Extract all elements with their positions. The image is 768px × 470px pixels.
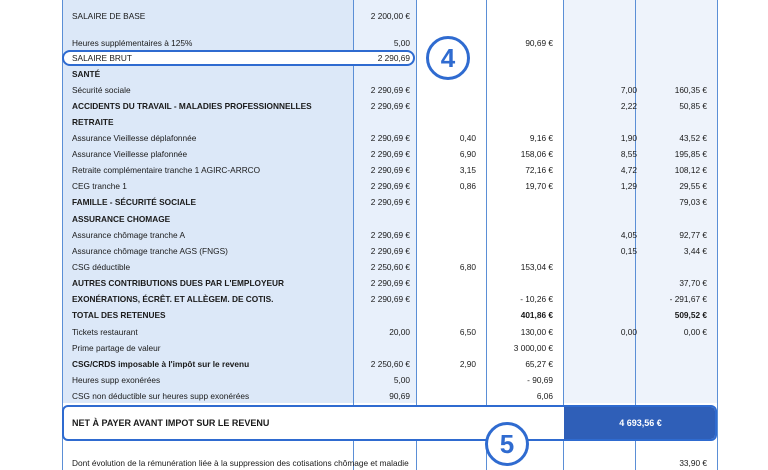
cell-base: 2 290,69 € bbox=[370, 165, 410, 175]
table-row bbox=[62, 130, 716, 146]
table-row bbox=[62, 178, 716, 194]
cell-employer: 160,35 € bbox=[674, 85, 707, 95]
cell-base: 2 200,00 € bbox=[370, 11, 410, 21]
cell-employee: 401,86 € bbox=[520, 310, 553, 320]
cell-emp-rate bbox=[562, 307, 637, 323]
cell-employee: - 10,26 € bbox=[520, 294, 553, 304]
cell-employee: - 90,69 bbox=[527, 375, 553, 385]
cell-employee: 65,27 € bbox=[525, 359, 553, 369]
cell-base: 5,00 bbox=[393, 375, 410, 385]
cell-emp-rate bbox=[562, 291, 637, 307]
table-row bbox=[62, 82, 716, 98]
cell-label: ACCIDENTS DU TRAVAIL - MALADIES PROFESSIONNELLES bbox=[72, 101, 312, 111]
callout-five-icon: 5 bbox=[485, 422, 529, 466]
cell-employee bbox=[486, 82, 553, 98]
cell-emp-rate: 2,22 bbox=[620, 101, 637, 111]
cell-rate bbox=[417, 243, 476, 259]
cell-employer: 37,70 € bbox=[679, 278, 707, 288]
cell-label: FAMILLE - SÉCURITÉ SOCIALE bbox=[72, 197, 196, 207]
cell-employer: - 291,67 € bbox=[669, 294, 707, 304]
cell-employer bbox=[637, 8, 707, 24]
cell-rate bbox=[417, 275, 476, 291]
footer-label: Dont évolution de la rémunération liée à la suppression des cotisations chômage et maladie bbox=[72, 458, 409, 468]
cell-label: ASSURANCE CHOMAGE bbox=[72, 214, 171, 224]
cell-employer bbox=[637, 50, 707, 66]
cell-employer bbox=[637, 340, 707, 356]
table-row bbox=[62, 356, 716, 372]
cell-employer: 50,85 € bbox=[679, 101, 707, 111]
cell-rate: 3,15 bbox=[459, 165, 476, 175]
cell-base bbox=[352, 211, 410, 227]
cell-emp-rate: 1,29 bbox=[620, 181, 637, 191]
cell-emp-rate: 4,05 bbox=[620, 230, 637, 240]
cell-label: Heures supplémentaires à 125% bbox=[72, 38, 193, 48]
cell-emp-rate bbox=[562, 372, 637, 388]
cell-emp-rate bbox=[562, 35, 637, 51]
cell-employer: 509,52 € bbox=[674, 310, 707, 320]
table-row bbox=[62, 146, 716, 162]
cell-emp-rate bbox=[562, 388, 637, 404]
cell-label: RETRAITE bbox=[72, 117, 114, 127]
cell-label: TOTAL DES RETENUES bbox=[72, 310, 166, 320]
cell-employer: 3,44 € bbox=[683, 246, 707, 256]
cell-employer: 43,52 € bbox=[679, 133, 707, 143]
net-pay-label: NET À PAYER AVANT IMPOT SUR LE REVENU bbox=[72, 418, 270, 428]
cell-base: 2 250,60 € bbox=[370, 359, 410, 369]
cell-label: Retraite complémentaire tranche 1 AGIRC-ARRCO bbox=[72, 165, 261, 175]
cell-employee: 3 000,00 € bbox=[513, 343, 553, 353]
cell-emp-rate bbox=[562, 8, 637, 24]
cell-label: SALAIRE BRUT bbox=[72, 53, 132, 63]
table-row bbox=[62, 275, 716, 291]
cell-employer bbox=[637, 372, 707, 388]
cell-emp-rate bbox=[562, 211, 637, 227]
cell-base: 2 290,69 € bbox=[370, 197, 410, 207]
cell-employer bbox=[637, 114, 707, 130]
cell-employee bbox=[486, 114, 553, 130]
cell-rate bbox=[417, 211, 476, 227]
table-row bbox=[62, 211, 716, 227]
table-row bbox=[62, 8, 716, 24]
cell-rate: 2,90 bbox=[459, 359, 476, 369]
table-row bbox=[62, 66, 716, 82]
cell-employer: 79,03 € bbox=[679, 197, 707, 207]
cell-rate: 6,50 bbox=[459, 327, 476, 337]
cell-rate bbox=[417, 194, 476, 210]
table-row bbox=[62, 307, 716, 323]
cell-base bbox=[352, 66, 410, 82]
cell-emp-rate: 4,72 bbox=[620, 165, 637, 175]
cell-employer: 0,00 € bbox=[683, 327, 707, 337]
cell-employee: 130,00 € bbox=[520, 327, 553, 337]
cell-base: 2 290,69 € bbox=[370, 230, 410, 240]
cell-emp-rate: 0,15 bbox=[620, 246, 637, 256]
net-pay-value: 4 693,56 € bbox=[619, 418, 662, 428]
cell-label: Sécurité sociale bbox=[72, 85, 131, 95]
cell-label: CEG tranche 1 bbox=[72, 181, 127, 191]
cell-base: 2 250,60 € bbox=[370, 262, 410, 272]
cell-employer bbox=[637, 388, 707, 404]
net-pay-row bbox=[62, 405, 717, 441]
table-row bbox=[62, 162, 716, 178]
cell-base: 2 290,69 € bbox=[370, 246, 410, 256]
cell-base: 20,00 bbox=[389, 327, 410, 337]
cell-emp-rate: 0,00 bbox=[620, 327, 637, 337]
cell-rate bbox=[417, 227, 476, 243]
table-row bbox=[62, 372, 716, 388]
cell-base: 2 290,69 € bbox=[370, 101, 410, 111]
cell-employer: 92,77 € bbox=[679, 230, 707, 240]
cell-rate bbox=[417, 307, 476, 323]
cell-employee: 19,70 € bbox=[525, 181, 553, 191]
cell-emp-rate bbox=[562, 356, 637, 372]
footer-row bbox=[62, 456, 716, 470]
cell-employee bbox=[486, 243, 553, 259]
table-row bbox=[62, 388, 716, 404]
cell-label: Tickets restaurant bbox=[72, 327, 138, 337]
cell-base: 2 290,69 € bbox=[370, 294, 410, 304]
cell-base bbox=[352, 340, 410, 356]
cell-employee bbox=[486, 211, 553, 227]
cell-rate bbox=[417, 291, 476, 307]
cell-rate: 0,86 bbox=[459, 181, 476, 191]
table-row bbox=[62, 194, 716, 210]
cell-label: Prime partage de valeur bbox=[72, 343, 161, 353]
cell-base: 2 290,69 € bbox=[370, 278, 410, 288]
cell-employer bbox=[637, 259, 707, 275]
cell-rate bbox=[417, 98, 476, 114]
cell-label: Assurance chômage tranche A bbox=[72, 230, 185, 240]
cell-label: SANTÉ bbox=[72, 69, 101, 79]
cell-base: 2 290,69 € bbox=[370, 133, 410, 143]
table-row bbox=[62, 227, 716, 243]
cell-base: 2 290,69 € bbox=[370, 181, 410, 191]
cell-rate bbox=[417, 82, 476, 98]
cell-rate bbox=[417, 340, 476, 356]
table-row bbox=[62, 259, 716, 275]
cell-rate: 6,80 bbox=[459, 262, 476, 272]
cell-employee: 153,04 € bbox=[520, 262, 553, 272]
cell-employee bbox=[486, 98, 553, 114]
cell-employer: 195,85 € bbox=[674, 149, 707, 159]
cell-label: CSG/CRDS imposable à l'impôt sur le revenu bbox=[72, 359, 250, 369]
cell-employer bbox=[637, 211, 707, 227]
cell-employee: 72,16 € bbox=[525, 165, 553, 175]
cell-employee bbox=[486, 275, 553, 291]
table-row bbox=[62, 114, 716, 130]
cell-emp-rate bbox=[562, 340, 637, 356]
cell-label: Assurance chômage tranche AGS (FNGS) bbox=[72, 246, 228, 256]
cell-base: 5,00 bbox=[393, 38, 410, 48]
cell-rate bbox=[417, 372, 476, 388]
cell-employee bbox=[486, 66, 553, 82]
cell-label: SALAIRE DE BASE bbox=[72, 11, 146, 21]
cell-employer bbox=[637, 356, 707, 372]
table-row bbox=[62, 243, 716, 259]
table-row bbox=[62, 324, 716, 340]
cell-emp-rate bbox=[562, 275, 637, 291]
cell-emp-rate: 7,00 bbox=[620, 85, 637, 95]
table-row bbox=[62, 50, 716, 66]
cell-label: AUTRES CONTRIBUTIONS DUES PAR L'EMPLOYEUR bbox=[72, 278, 285, 288]
cell-employee bbox=[486, 194, 553, 210]
cell-label: EXONÉRATIONS, ÉCRÊT. ET ALLÈGEM. DE COTIS. bbox=[72, 294, 274, 304]
cell-base bbox=[352, 114, 410, 130]
cell-rate: 0,40 bbox=[459, 133, 476, 143]
cell-employee: 9,16 € bbox=[529, 133, 553, 143]
cell-employee: 90,69 € bbox=[525, 38, 553, 48]
table-row bbox=[62, 340, 716, 356]
cell-emp-rate bbox=[562, 66, 637, 82]
cell-rate: 6,90 bbox=[459, 149, 476, 159]
callout-four-icon: 4 bbox=[426, 36, 470, 80]
cell-label: Assurance Vieillesse plafonnée bbox=[72, 149, 188, 159]
cell-label: CSG déductible bbox=[72, 262, 131, 272]
cell-emp-rate bbox=[562, 50, 637, 66]
cell-employer bbox=[637, 35, 707, 51]
cell-label: CSG non déductible sur heures supp exonérées bbox=[72, 391, 250, 401]
cell-employee bbox=[486, 227, 553, 243]
cell-label: Heures supp exonérées bbox=[72, 375, 161, 385]
cell-base: 2 290,69 € bbox=[370, 85, 410, 95]
cell-emp-rate: 8,55 bbox=[620, 149, 637, 159]
cell-emp-rate: 1,90 bbox=[620, 133, 637, 143]
cell-rate bbox=[417, 8, 476, 24]
cell-employer bbox=[637, 66, 707, 82]
cell-emp-rate bbox=[562, 259, 637, 275]
cell-employer: 29,55 € bbox=[679, 181, 707, 191]
cell-base: 2 290,69 bbox=[377, 53, 410, 63]
cell-rate bbox=[417, 388, 476, 404]
footer-value: 33,90 € bbox=[679, 458, 707, 468]
cell-employee bbox=[486, 8, 553, 24]
cell-employee bbox=[486, 50, 553, 66]
cell-base: 2 290,69 € bbox=[370, 149, 410, 159]
cell-base: 90,69 bbox=[389, 391, 410, 401]
cell-base bbox=[352, 307, 410, 323]
cell-label: Assurance Vieillesse déplafonnée bbox=[72, 133, 197, 143]
cell-emp-rate bbox=[562, 194, 637, 210]
cell-employer: 108,12 € bbox=[674, 165, 707, 175]
table-row bbox=[62, 35, 716, 51]
cell-rate bbox=[417, 114, 476, 130]
table-row bbox=[62, 98, 716, 114]
cell-employee: 6,06 bbox=[536, 391, 553, 401]
table-row bbox=[62, 291, 716, 307]
cell-employee: 158,06 € bbox=[520, 149, 553, 159]
cell-emp-rate bbox=[562, 114, 637, 130]
